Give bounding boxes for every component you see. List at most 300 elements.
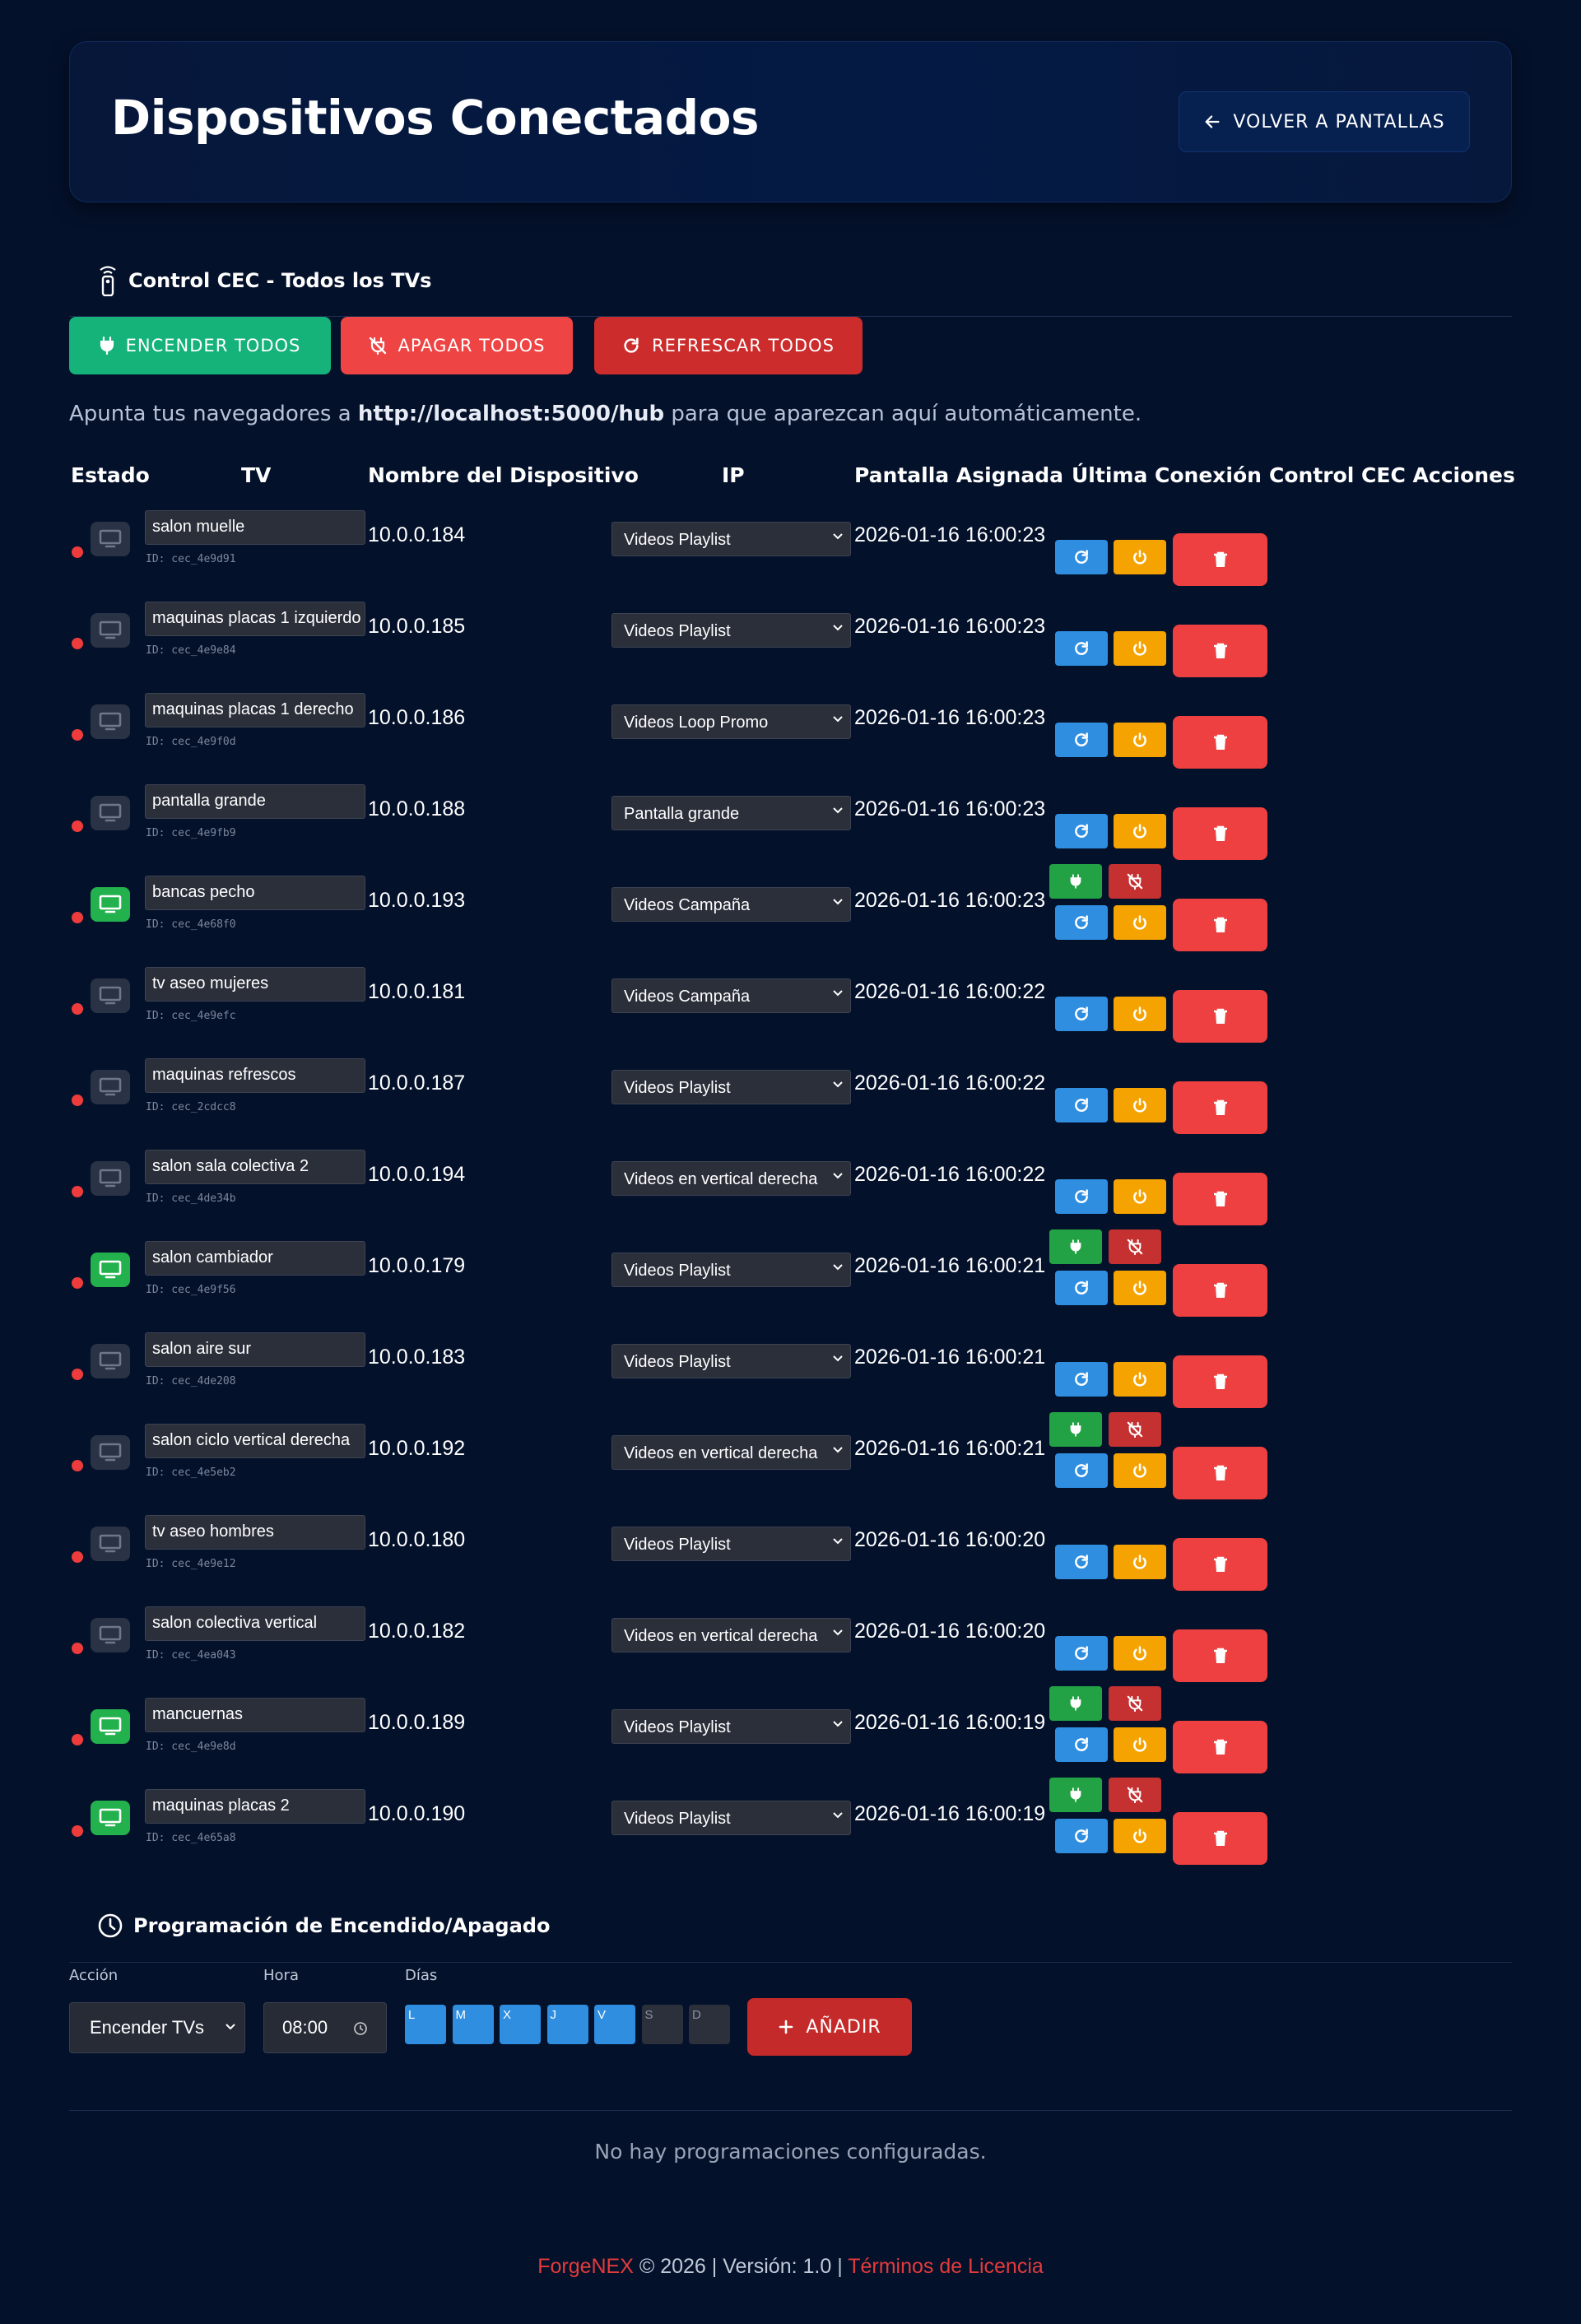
day-toggle[interactable]: L: [405, 2005, 446, 2044]
plug-off-icon: [1127, 1239, 1143, 1255]
col-cec-actions: Control CEC Acciones: [1269, 463, 1515, 487]
delete-button[interactable]: [1173, 1447, 1267, 1499]
power-icon: [1132, 1736, 1148, 1753]
tv-icon: [99, 1534, 122, 1554]
plug-icon: [1070, 1695, 1081, 1712]
device-name-input[interactable]: maquinas placas 2: [145, 1789, 365, 1824]
refresh-icon: [622, 337, 640, 355]
day-toggle[interactable]: V: [594, 2005, 635, 2044]
refresh-button[interactable]: [1055, 631, 1108, 666]
chevron-down-icon: [832, 1263, 844, 1271]
power-icon: [1132, 1554, 1148, 1570]
assigned-screen-select[interactable]: [611, 1618, 851, 1652]
device-row: [0, 1698, 1581, 1789]
time-input[interactable]: [263, 2002, 387, 2053]
plug-off-icon: [1127, 1695, 1143, 1712]
day-toggle[interactable]: S: [642, 2005, 683, 2044]
device-id: ID: cec_4e9d91: [146, 553, 236, 565]
tv-state-indicator: [91, 1253, 130, 1287]
assigned-screen-value: Videos Playlist: [624, 1353, 731, 1371]
delete-button[interactable]: [1173, 990, 1267, 1043]
refresh-button[interactable]: [1055, 814, 1108, 848]
device-ip: 10.0.0.190: [368, 1802, 466, 1825]
chevron-down-icon: [832, 1811, 844, 1820]
device-id: ID: cec_4de34b: [146, 1192, 236, 1205]
device-id: ID: cec_4e9fb9: [146, 827, 236, 839]
device-ip: 10.0.0.179: [368, 1254, 466, 1277]
delete-button[interactable]: [1173, 1264, 1267, 1317]
cec-off-button[interactable]: [1109, 1686, 1161, 1721]
refresh-button[interactable]: [1055, 723, 1108, 757]
device-name-input[interactable]: bancas pecho: [145, 876, 365, 910]
device-ip: 10.0.0.194: [368, 1163, 466, 1186]
refresh-icon: [1073, 1462, 1090, 1479]
chevron-down-icon: [832, 989, 844, 997]
device-name-input[interactable]: salon colectiva vertical: [145, 1606, 365, 1641]
day-toggle[interactable]: J: [547, 2005, 588, 2044]
turn-on-all-button[interactable]: [69, 317, 331, 374]
assigned-screen-value: Videos Playlist: [624, 531, 731, 549]
tv-state-indicator: [91, 796, 130, 830]
add-schedule-label: AÑADIR: [806, 2016, 881, 2038]
power-icon: [1132, 1188, 1148, 1205]
turn-off-all-label: APAGAR TODOS: [398, 336, 546, 356]
last-connection: 2026-01-16 16:00:21: [854, 1254, 1046, 1277]
status-dot: [72, 1369, 83, 1380]
divider: [69, 1962, 1512, 1963]
refresh-icon: [1073, 1371, 1090, 1387]
device-id: ID: cec_2cdcc8: [146, 1101, 236, 1113]
refresh-icon: [1073, 1828, 1090, 1844]
delete-button[interactable]: [1173, 716, 1267, 769]
power-button[interactable]: [1114, 1727, 1166, 1762]
assigned-screen-value: Videos Playlist: [624, 1810, 731, 1828]
schedule-title-text: Programación de Encendido/Apagado: [133, 1914, 551, 1937]
power-icon: [1132, 549, 1148, 565]
chevron-down-icon: [225, 2023, 236, 2031]
delete-button[interactable]: [1173, 1721, 1267, 1773]
power-button[interactable]: [1114, 1545, 1166, 1579]
action-label: Acción: [69, 1967, 119, 1984]
power-icon: [1132, 1645, 1148, 1662]
refresh-icon: [1073, 549, 1090, 565]
delete-button[interactable]: [1173, 1173, 1267, 1225]
device-id: ID: cec_4e5eb2: [146, 1466, 236, 1479]
delete-button[interactable]: [1173, 625, 1267, 677]
power-button[interactable]: [1114, 1636, 1166, 1671]
tv-icon: [99, 1169, 122, 1188]
assigned-screen-select[interactable]: [611, 887, 851, 922]
cec-off-button[interactable]: [1109, 864, 1161, 899]
refresh-icon: [1073, 1554, 1090, 1570]
tv-state-indicator: [91, 887, 130, 922]
tv-state-indicator: [91, 1618, 130, 1652]
turn-on-all-label: ENCENDER TODOS: [125, 336, 301, 356]
delete-button[interactable]: [1173, 1081, 1267, 1134]
assigned-screen-value: Videos Playlist: [624, 1718, 731, 1736]
action-select[interactable]: [69, 2002, 245, 2053]
refresh-icon: [1073, 1188, 1090, 1205]
hub-url: http://localhost:5000/hub: [357, 402, 665, 426]
delete-button[interactable]: [1173, 1538, 1267, 1591]
status-dot: [72, 1643, 83, 1654]
last-connection: 2026-01-16 16:00:20: [854, 1528, 1046, 1551]
refresh-icon: [1073, 1645, 1090, 1662]
power-button[interactable]: [1114, 1453, 1166, 1488]
delete-button[interactable]: [1173, 807, 1267, 860]
trash-icon: [1213, 734, 1228, 751]
trash-icon: [1213, 1282, 1228, 1299]
plug-icon: [1070, 1787, 1081, 1803]
tv-state-indicator: [91, 704, 130, 739]
license-link[interactable]: Términos de Licencia: [848, 2255, 1044, 2278]
footer: [0, 2255, 1581, 2279]
assigned-screen-value: Videos Campaña: [624, 988, 751, 1006]
last-connection: 2026-01-16 16:00:23: [854, 797, 1046, 820]
device-name-input[interactable]: pantalla grande: [145, 784, 365, 819]
trash-icon: [1213, 1008, 1228, 1025]
day-toggle[interactable]: M: [453, 2005, 494, 2044]
device-id: ID: cec_4e65a8: [146, 1832, 236, 1844]
power-icon: [1132, 1371, 1148, 1387]
refresh-button[interactable]: [1055, 1727, 1108, 1762]
power-button[interactable]: [1114, 631, 1166, 666]
tv-state-indicator: [91, 1435, 130, 1470]
device-row: [0, 784, 1581, 876]
refresh-button[interactable]: [1055, 1636, 1108, 1671]
refresh-icon: [1073, 1006, 1090, 1022]
cec-off-button[interactable]: [1109, 1229, 1161, 1264]
tv-icon: [99, 1260, 122, 1280]
trash-icon: [1213, 551, 1228, 568]
tv-icon: [99, 1443, 122, 1462]
status-dot: [72, 1003, 83, 1015]
day-toggle[interactable]: D: [689, 2005, 730, 2044]
refresh-all-button[interactable]: [594, 317, 863, 374]
device-id: ID: cec_4e9e8d: [146, 1741, 236, 1753]
turn-off-all-button[interactable]: [341, 317, 573, 374]
assigned-screen-select[interactable]: [611, 1253, 851, 1287]
refresh-icon: [1073, 732, 1090, 748]
refresh-button[interactable]: [1055, 905, 1108, 940]
status-dot: [72, 729, 83, 741]
trash-icon: [1213, 917, 1228, 933]
power-button[interactable]: [1114, 1179, 1166, 1214]
plug-icon: [1070, 1239, 1081, 1255]
status-dot: [72, 820, 83, 832]
status-dot: [72, 1186, 83, 1197]
action-select-value: Encender TVs: [90, 2017, 205, 2038]
power-icon: [1132, 1280, 1148, 1296]
refresh-all-label: REFRESCAR TODOS: [652, 336, 835, 356]
device-id: ID: cec_4e9e12: [146, 1558, 236, 1570]
device-row: [0, 1789, 1581, 1880]
device-ip: 10.0.0.193: [368, 889, 466, 912]
refresh-button[interactable]: [1055, 1545, 1108, 1579]
device-row: [0, 1332, 1581, 1424]
chevron-down-icon: [832, 898, 844, 906]
device-ip: 10.0.0.189: [368, 1711, 466, 1734]
last-connection: 2026-01-16 16:00:19: [854, 1802, 1046, 1825]
chevron-down-icon: [832, 1629, 844, 1637]
cec-section-title: [97, 265, 431, 296]
divider: [69, 2110, 1512, 2111]
device-name-input[interactable]: maquinas placas 1 derecho: [145, 693, 365, 727]
power-icon: [1132, 1462, 1148, 1479]
tv-state-indicator: [91, 522, 130, 556]
trash-icon: [1213, 825, 1228, 842]
device-id: ID: cec_4e9e84: [146, 644, 236, 657]
chevron-down-icon: [832, 532, 844, 541]
assigned-screen-select[interactable]: [611, 1435, 851, 1470]
col-device-name: Nombre del Dispositivo: [368, 463, 639, 487]
power-button[interactable]: [1114, 540, 1166, 574]
tv-state-indicator: [91, 1527, 130, 1561]
assigned-screen-select[interactable]: [611, 1161, 851, 1196]
assigned-screen-select[interactable]: [611, 704, 851, 739]
refresh-icon: [1073, 1097, 1090, 1113]
remote-icon: [97, 265, 119, 296]
delete-button[interactable]: [1173, 533, 1267, 586]
device-ip: 10.0.0.187: [368, 1071, 466, 1095]
last-connection: 2026-01-16 16:00:21: [854, 1346, 1046, 1369]
assigned-screen-select[interactable]: [611, 1709, 851, 1744]
footer-version: © 2026 | Versión: 1.0 |: [633, 2255, 849, 2278]
page-title: Dispositivos Conectados: [111, 90, 759, 146]
power-button[interactable]: [1114, 1088, 1166, 1122]
device-ip: 10.0.0.188: [368, 797, 466, 820]
chevron-down-icon: [832, 806, 844, 815]
refresh-icon: [1073, 823, 1090, 839]
last-connection: 2026-01-16 16:00:23: [854, 706, 1046, 729]
plug-off-icon: [1127, 1787, 1143, 1803]
day-toggle[interactable]: X: [500, 2005, 541, 2044]
device-ip: 10.0.0.185: [368, 615, 466, 638]
assigned-screen-value: Videos en vertical derecha: [624, 1444, 818, 1462]
device-name-input[interactable]: salon sala colectiva 2: [145, 1150, 365, 1184]
device-id: ID: cec_4ea043: [146, 1649, 236, 1662]
power-icon: [1132, 640, 1148, 657]
assigned-screen-select[interactable]: [611, 1801, 851, 1835]
delete-button[interactable]: [1173, 899, 1267, 951]
assigned-screen-value: Videos en vertical derecha: [624, 1627, 818, 1645]
power-button[interactable]: [1114, 1819, 1166, 1853]
status-dot: [72, 1825, 83, 1837]
days-label: Días: [405, 1967, 438, 1984]
last-connection: 2026-01-16 16:00:23: [854, 889, 1046, 912]
tv-icon: [99, 803, 122, 823]
device-name-input[interactable]: tv aseo mujeres: [145, 967, 365, 1002]
back-to-screens-button[interactable]: [1179, 91, 1470, 152]
col-assigned-screen: Pantalla Asignada: [854, 463, 1063, 487]
device-ip: 10.0.0.181: [368, 980, 466, 1003]
clock-icon: [97, 1913, 123, 1939]
assigned-screen-select[interactable]: [611, 522, 851, 556]
chevron-down-icon: [832, 1537, 844, 1545]
device-id: ID: cec_4e9f0d: [146, 736, 236, 748]
tv-state-indicator: [91, 1070, 130, 1104]
assigned-screen-select[interactable]: [611, 1527, 851, 1561]
chevron-down-icon: [832, 1446, 844, 1454]
cec-on-button[interactable]: [1049, 864, 1102, 899]
chevron-down-icon: [832, 1720, 844, 1728]
device-row: [0, 693, 1581, 784]
status-dot: [72, 546, 83, 558]
device-row: [0, 1606, 1581, 1698]
power-button[interactable]: [1114, 905, 1166, 940]
plug-icon: [100, 337, 114, 355]
power-icon: [1132, 823, 1148, 839]
power-button[interactable]: [1114, 723, 1166, 757]
assigned-screen-select[interactable]: [611, 613, 851, 648]
last-connection: 2026-01-16 16:00:22: [854, 1071, 1046, 1095]
cec-on-button[interactable]: [1049, 1412, 1102, 1447]
device-name-input[interactable]: salon ciclo vertical derecha: [145, 1424, 365, 1458]
tv-state-indicator: [91, 1801, 130, 1835]
last-connection: 2026-01-16 16:00:20: [854, 1620, 1046, 1643]
refresh-button[interactable]: [1055, 1819, 1108, 1853]
back-button-label: VOLVER A PANTALLAS: [1233, 111, 1445, 132]
power-button[interactable]: [1114, 997, 1166, 1031]
device-name-input[interactable]: maquinas refrescos: [145, 1058, 365, 1093]
device-name-input[interactable]: maquinas placas 1 izquierdo: [145, 602, 365, 636]
device-row: [0, 1150, 1581, 1241]
trash-icon: [1213, 1830, 1228, 1847]
refresh-button[interactable]: [1055, 1088, 1108, 1122]
assigned-screen-value: Pantalla grande: [624, 805, 740, 823]
col-last-connection: Última Conexión: [1072, 463, 1262, 487]
refresh-button[interactable]: [1055, 540, 1108, 574]
last-connection: 2026-01-16 16:00:19: [854, 1711, 1046, 1734]
tv-icon: [99, 1351, 122, 1371]
status-dot: [72, 912, 83, 923]
trash-icon: [1213, 1648, 1228, 1664]
refresh-icon: [1073, 1736, 1090, 1753]
device-id: ID: cec_4e9f56: [146, 1284, 236, 1296]
assigned-screen-value: Videos Playlist: [624, 1262, 731, 1280]
power-icon: [1132, 732, 1148, 748]
trash-icon: [1213, 1465, 1228, 1481]
add-schedule-button[interactable]: [747, 1998, 912, 2056]
device-id: ID: cec_4e68f0: [146, 918, 236, 931]
device-name-input[interactable]: mancuernas: [145, 1698, 365, 1732]
refresh-icon: [1073, 1280, 1090, 1296]
chevron-down-icon: [832, 624, 844, 632]
arrow-left-icon: [1203, 113, 1221, 131]
tv-icon: [99, 895, 122, 914]
trash-icon: [1213, 1191, 1228, 1207]
refresh-button[interactable]: [1055, 1453, 1108, 1488]
power-icon: [1132, 1828, 1148, 1844]
tv-icon: [99, 986, 122, 1006]
device-row: [0, 876, 1581, 967]
status-dot: [72, 1095, 83, 1106]
cec-off-button[interactable]: [1109, 1412, 1161, 1447]
cec-title-text: Control CEC - Todos los TVs: [128, 269, 432, 292]
delete-button[interactable]: [1173, 1812, 1267, 1865]
plug-off-icon: [1127, 1421, 1143, 1438]
cec-off-button[interactable]: [1109, 1778, 1161, 1812]
device-row: [0, 510, 1581, 602]
cec-on-button[interactable]: [1049, 1778, 1102, 1812]
assigned-screen-value: Videos Playlist: [624, 1079, 731, 1097]
device-name-input[interactable]: salon cambiador: [145, 1241, 365, 1276]
device-name-input[interactable]: tv aseo hombres: [145, 1515, 365, 1550]
tv-icon: [99, 529, 122, 549]
plus-icon: [778, 2019, 794, 2035]
power-button[interactable]: [1114, 1362, 1166, 1397]
plug-off-icon: [1127, 873, 1143, 890]
refresh-button[interactable]: [1055, 1271, 1108, 1305]
power-icon: [1132, 914, 1148, 931]
assigned-screen-select[interactable]: [611, 978, 851, 1013]
tv-state-indicator: [91, 1709, 130, 1744]
tv-icon: [99, 1625, 122, 1645]
col-ip: IP: [722, 463, 745, 487]
device-row: [0, 967, 1581, 1058]
assigned-screen-select[interactable]: [611, 1344, 851, 1378]
device-name-input[interactable]: salon muelle: [145, 510, 365, 545]
power-button[interactable]: [1114, 1271, 1166, 1305]
device-row: [0, 1241, 1581, 1332]
tv-icon: [99, 1717, 122, 1736]
tv-state-indicator: [91, 1344, 130, 1378]
col-estado: Estado: [71, 463, 150, 487]
refresh-icon: [1073, 914, 1090, 931]
delete-button[interactable]: [1173, 1355, 1267, 1408]
trash-icon: [1213, 1739, 1228, 1755]
last-connection: 2026-01-16 16:00:22: [854, 980, 1046, 1003]
device-row: [0, 1058, 1581, 1150]
plug-icon: [1070, 1421, 1081, 1438]
cec-on-button[interactable]: [1049, 1686, 1102, 1721]
power-icon: [1132, 1006, 1148, 1022]
last-connection: 2026-01-16 16:00:23: [854, 523, 1046, 546]
assigned-screen-value: Videos en vertical derecha: [624, 1170, 818, 1188]
assigned-screen-select[interactable]: [611, 1070, 851, 1104]
device-ip: 10.0.0.192: [368, 1437, 466, 1460]
device-ip: 10.0.0.186: [368, 706, 466, 729]
assigned-screen-value: Videos Playlist: [624, 622, 731, 640]
col-tv: TV: [241, 463, 272, 487]
tv-icon: [99, 1808, 122, 1828]
plug-icon: [1070, 873, 1081, 890]
trash-icon: [1213, 1373, 1228, 1390]
device-name-input[interactable]: salon aire sur: [145, 1332, 365, 1367]
tv-state-indicator: [91, 1161, 130, 1196]
device-row: [0, 1424, 1581, 1515]
chevron-down-icon: [832, 1355, 844, 1363]
status-dot: [72, 1277, 83, 1289]
clock-icon: [353, 2021, 368, 2036]
last-connection: 2026-01-16 16:00:21: [854, 1437, 1046, 1460]
refresh-button[interactable]: [1055, 997, 1108, 1031]
refresh-button[interactable]: [1055, 1362, 1108, 1397]
status-dot: [72, 1551, 83, 1563]
device-ip: 10.0.0.182: [368, 1620, 466, 1643]
delete-button[interactable]: [1173, 1629, 1267, 1682]
power-button[interactable]: [1114, 814, 1166, 848]
tv-icon: [99, 621, 122, 640]
power-icon: [1132, 1097, 1148, 1113]
refresh-button[interactable]: [1055, 1179, 1108, 1214]
time-label: Hora: [263, 1967, 299, 1984]
plug-off-icon: [369, 337, 387, 355]
assigned-screen-value: Videos Campaña: [624, 896, 751, 914]
assigned-screen-select[interactable]: [611, 796, 851, 830]
cec-on-button[interactable]: [1049, 1229, 1102, 1264]
time-input-value: 08:00: [282, 2017, 328, 2038]
